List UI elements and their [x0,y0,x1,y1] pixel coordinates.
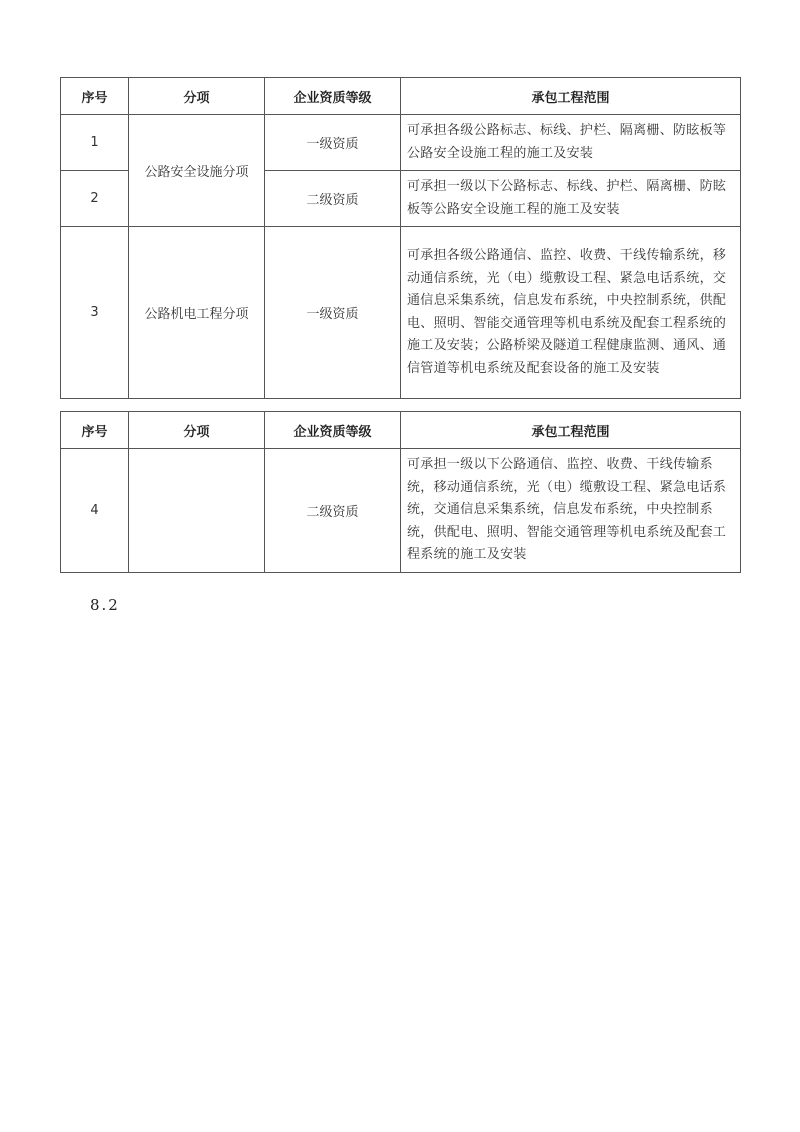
row-grade: 二级资质 [265,449,401,573]
qualification-table-2 [60,411,741,573]
header-category: 分项 [129,78,265,115]
header-category: 分项 [129,412,265,449]
row-no: 1 [61,115,129,171]
header-scope: 承包工程范围 [401,412,741,449]
table-row [61,115,741,171]
row-category: 公路机电工程分项 [129,227,265,399]
header-scope: 承包工程范围 [401,78,741,115]
row-grade: 二级资质 [265,171,401,227]
row-no: 3 [61,227,129,399]
section-number: 8.2 [90,596,120,614]
row-scope: 可承担各级公路通信、监控、收费、干线传输系统，移动通信系统，光（电）缆敷设工程、紧急电话系统，交通信息采集系统，信息发布系统，中央控制系统，供配电、照明、智能交通管理等机电系统及配套工程系统的施工及安装；公路桥梁及隧道工程健康监测、通风、通信管道等机电系统及配套设备的施工及安装 [401,227,741,399]
header-grade: 企业资质等级 [265,78,401,115]
row-category: 公路安全设施分项 [129,115,265,227]
table-header-row [61,412,741,449]
row-scope: 可承担一级以下公路标志、标线、护栏、隔离栅、防眩板等公路安全设施工程的施工及安装 [401,171,741,227]
header-no: 序号 [61,412,129,449]
row-grade: 一级资质 [265,115,401,171]
row-no: 4 [61,449,129,573]
row-grade: 一级资质 [265,227,401,399]
row-scope: 可承担各级公路标志、标线、护栏、隔离栅、防眩板等公路安全设施工程的施工及安装 [401,115,741,171]
table-header-row [61,78,741,115]
header-no: 序号 [61,78,129,115]
qualification-table-1 [60,77,741,399]
row-no: 2 [61,171,129,227]
table-row [61,227,741,399]
row-scope: 可承担一级以下公路通信、监控、收费、干线传输系统，移动通信系统，光（电）缆敷设工程、紧急电话系统，交通信息采集系统，信息发布系统，中央控制系统，供配电、照明、智能交通管理等机电系统及配套工程系统的施工及安装 [401,449,741,573]
header-grade: 企业资质等级 [265,412,401,449]
table-row [61,449,741,573]
row-category [129,449,265,573]
